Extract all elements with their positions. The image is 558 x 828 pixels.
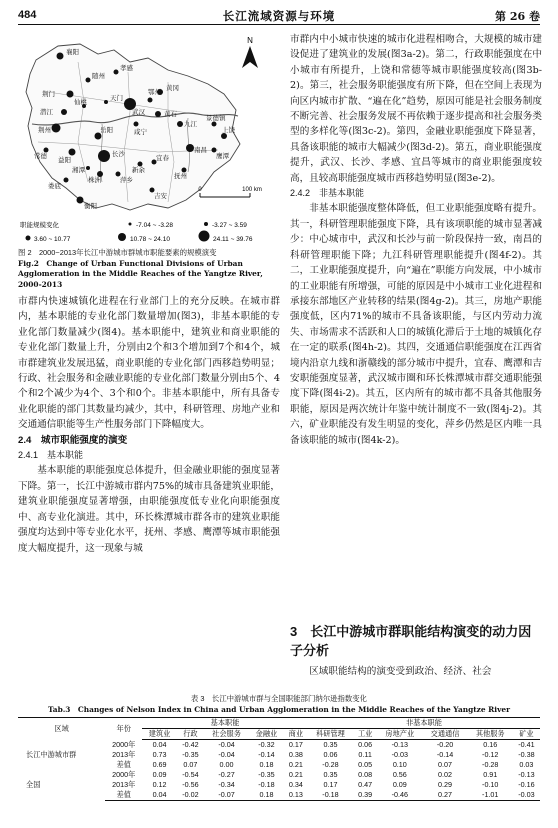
value-cell: 0.29	[438, 780, 453, 789]
svg-text:娄底: 娄底	[48, 183, 61, 190]
left-column	[18, 294, 280, 556]
journal-title: 长江流域资源与环境	[222, 9, 336, 23]
column-header: 金融业	[249, 729, 284, 740]
value-cell: 0.56	[392, 770, 407, 779]
value-cell: -0.04	[218, 740, 235, 750]
header-rule	[18, 24, 540, 25]
table-row	[18, 740, 540, 750]
value-cell: 0.07	[183, 760, 198, 769]
subsection-heading-2-4-2: 2.4.2 非基本职能	[290, 188, 365, 199]
value-cell: 0.03	[519, 760, 534, 769]
svg-text:衡阳: 衡阳	[84, 203, 97, 210]
map-figure	[18, 32, 278, 217]
value-cell: -0.46	[377, 790, 422, 801]
column-header: 行政	[177, 729, 204, 740]
value-cell: -0.42	[182, 740, 199, 750]
svg-text:宜春: 宜春	[156, 155, 169, 162]
scale-bar	[198, 187, 262, 197]
value-cell: -0.14	[258, 750, 275, 759]
subsection-heading-2-4-1: 2.4.1 基本职能	[18, 450, 84, 461]
svg-text:职能规模变化: 职能规模变化	[20, 222, 59, 229]
year-cell: 2000年	[112, 739, 136, 749]
value-cell: 0.35	[323, 740, 338, 750]
legend-dot-4	[118, 233, 126, 241]
value-cell: 0.35	[323, 770, 338, 779]
page-header	[18, 6, 540, 26]
svg-text:常德: 常德	[34, 153, 47, 160]
svg-text:随州: 随州	[92, 73, 105, 80]
svg-text:-7.04 ~ -3.28: -7.04 ~ -3.28	[136, 222, 174, 229]
right-column	[290, 32, 542, 448]
map-legend	[18, 218, 278, 244]
header-basic: 基本职能	[142, 718, 308, 729]
svg-text:黄石: 黄石	[164, 111, 177, 118]
section-heading-3: 3 长江中游城市群职能结构演变的动力因子分析	[290, 624, 532, 658]
svg-text:武汉: 武汉	[132, 109, 145, 116]
value-cell: 0.38	[288, 750, 303, 759]
value-cell: 0.17	[288, 740, 303, 750]
value-cell: 0.06	[323, 750, 338, 759]
svg-text:襄阳: 襄阳	[66, 49, 79, 56]
figure-caption-en: Fig.2 Change of Urban Functional Divisions of Urban Agglomeration in the Middle Reaches of the Yangtze River, 2000-2013	[18, 258, 263, 289]
value-cell: 0.21	[288, 770, 303, 779]
value-cell: -0.27	[218, 770, 235, 779]
left-paragraph-2: 基本职能的职能强度总体提升，但金融业职能的强度显著下降。第一，长江中游城市群内75%的城市具备建筑业职能，建筑业职能强度显著增强，由职能强度低专业化向职能强度中、高专业化演进。其中，环长株潭城市群各市的建筑业职能强度均达到中等专业化水平，抚州、孝感、鹰潭等城市职能强度大幅度提升，这一现象与城	[18, 465, 280, 554]
column-header: 科研管理	[308, 729, 353, 740]
value-cell: -0.20	[436, 740, 454, 750]
figure-caption	[18, 248, 280, 290]
svg-text:湘潭: 湘潭	[72, 167, 85, 174]
section-heading-2-4: 2.4 城市职能强度的演变	[18, 434, 128, 446]
column-header: 建筑业	[142, 729, 177, 740]
svg-text:-3.27 ~ 3.59: -3.27 ~ 3.59	[212, 222, 247, 229]
value-cell: -0.14	[436, 750, 454, 759]
column-header: 矿业	[513, 729, 540, 740]
value-cell: -0.04	[218, 750, 235, 759]
svg-text:24.11 ~ 39.76: 24.11 ~ 39.76	[213, 236, 253, 243]
value-cell: 0.21	[288, 760, 303, 769]
svg-text:南昌: 南昌	[194, 147, 207, 154]
value-cell: -0.02	[177, 790, 204, 801]
column-header: 商业	[284, 729, 308, 740]
svg-text:鹰潭: 鹰潭	[216, 153, 229, 160]
table-caption-cn: 表 3 长江中游城市群与全国职能部门纳尔逊指数变化	[190, 694, 368, 703]
value-cell: 0.17	[323, 780, 338, 789]
right-paragraph-1: 市群内中小城市快速的城市化进程相吻合，大规模的城市建设促进了建筑业的发展(图3a-2)。第二，行政职能强度在中小城市有所提升，上饶和常德等城市职能强度较高(图3b-2)。第三，社会服务职能强度有所下降，但在空间上表现为向区内城市扩散、“遍在化”趋势，原因可能是社会服务制度不断完善、社会服务发展不再依赖于逐步提高和社会服务类型的多样化等(图3c-2)。第四，金融业职能强度下降显著，具备该职能的城市大幅减少(图3d-2)。第五，商业职能强度提升，武汉、长沙、孝感、宜昌等城市的商业职能强度较高，且较高职能强度城市西移趋势明显(图3e-2)。	[290, 34, 542, 184]
value-cell: 0.91	[483, 770, 498, 779]
value-cell: 0.12	[152, 780, 167, 789]
legend-dot-5	[199, 231, 210, 242]
year-cell: 差值	[105, 790, 142, 801]
svg-text:0: 0	[198, 187, 202, 193]
value-cell: 0.10	[392, 760, 407, 769]
value-cell: 0.06	[358, 740, 373, 750]
column-header: 社会服务	[204, 729, 249, 740]
value-cell: -0.03	[391, 750, 408, 759]
value-cell: 0.27	[422, 790, 467, 801]
value-cell: 0.04	[152, 740, 167, 750]
legend-dot-1	[129, 223, 132, 226]
svg-text:黄冈: 黄冈	[166, 85, 179, 92]
svg-text:九江: 九江	[184, 121, 197, 128]
value-cell: -0.07	[204, 790, 249, 801]
value-cell: -0.34	[218, 780, 235, 789]
value-cell: -0.35	[182, 750, 199, 759]
header-nonbasic: 非基本职能	[308, 718, 540, 729]
svg-text:岳阳: 岳阳	[100, 127, 113, 134]
value-cell: 0.73	[152, 750, 167, 759]
svg-text:N: N	[247, 36, 253, 45]
value-cell: 0.47	[358, 780, 373, 789]
value-cell: 0.16	[483, 740, 498, 750]
page-number: 484	[18, 9, 37, 21]
svg-text:长沙: 长沙	[112, 151, 125, 158]
svg-text:100 km: 100 km	[242, 187, 262, 193]
value-cell: 0.69	[152, 760, 167, 769]
value-cell: -0.28	[322, 760, 339, 769]
column-header: 其他服务	[468, 729, 513, 740]
svg-text:鄂州: 鄂州	[148, 89, 161, 96]
map-svg	[18, 32, 278, 217]
year-cell: 2013年	[112, 749, 136, 759]
value-cell: -0.41	[518, 740, 535, 750]
value-cell: -0.10	[482, 780, 499, 789]
section-3-paragraph: 区域职能结构的演变受到政治、经济、社会	[309, 666, 492, 677]
svg-text:抚州: 抚州	[174, 173, 187, 180]
table-header-row-1	[18, 718, 540, 729]
value-cell: 0.00	[219, 760, 234, 769]
value-cell: 0.05	[358, 760, 373, 769]
left-paragraph-1: 市群内快速城镇化进程在行业部门上的充分反映。在城市群内，基本职能的专业化部门数量增加(图3)，非基本职能的专业化部门数量减少(图4)。基本职能中，建筑业和商业职能的专业化部门数量上升，分别由2个和3个增加到7个和4个，城市群建筑业发展迅猛，商业职能的专业化部门西移趋势明显；行政、社会服务和金融业职能的专业化部门数量分别由5个、4个和2个减少为4个、3个和0个。非基本职能中，所有具备专业化职能的部门其数量均减少，其中，科研管理、房地产业和交通通信职能等生产性服务部门下降幅度大。	[18, 296, 280, 431]
svg-text:萍乡: 萍乡	[120, 177, 133, 184]
value-cell: 0.09	[392, 780, 407, 789]
value-cell: -0.38	[518, 750, 535, 759]
column-header: 交通通信	[422, 729, 467, 740]
year-cell: 2000年	[112, 769, 136, 779]
value-cell: -0.35	[258, 770, 275, 779]
value-cell: -0.13	[518, 770, 535, 779]
svg-text:新余: 新余	[132, 167, 145, 174]
column-header: 房地产业	[377, 729, 422, 740]
legend-dot-3	[26, 236, 31, 241]
value-cell: -0.32	[258, 740, 275, 750]
right-paragraph-2: 非基本职能强度整体降低，但工业职能强度略有提升。其一，科研管理职能强度下降，具有该项职能的城市显著减少：中心城市中，武汉和长沙与前一阶段保持一致，南昌的科研管理职能下降；九江科研管理职能提升(图4f-2)。其二，工业职能强度提升，向“遍在”职能方向发展，中小城市的工业职能有所增强，可能的原因是中小城市工业化进程和承接东部地区产业转移的结果(图4g-2)。其三，房地产职能强度低，区内71%的城市不具备该职能，与区内劳动力流失、市场需求不活跃和人口的城镇化滞后于土地的城镇化存在一定的联系(图4h-2)。其四，交通通信职能强度在江西省境内沿京九线和浙赣线的部分城市中提升，宜春、鹰潭和吉安职能强度显著，武汉城市圈和环长株潭城市群交通职能强度下降(图4i-2)。其五，区内所有的城市都不具备其他服务职能，原因是两次统计年鉴中统计制度不一致(图4j-2)。其六，矿业职能没有发生明显的变化，萍乡仍然是区内唯一具备该职能的城市(图4k-2)。	[290, 203, 542, 446]
svg-text:景德镇: 景德镇	[206, 115, 226, 122]
value-cell: -0.13	[391, 740, 408, 750]
value-cell: 0.13	[284, 790, 308, 801]
table-body	[18, 740, 540, 801]
value-cell: -0.54	[182, 770, 199, 779]
value-cell: 0.09	[152, 770, 167, 779]
north-arrow-icon	[242, 36, 258, 68]
figure-caption-cn: 图 2 2000~2013年长江中游城市群城市职能要素的规模演变	[18, 248, 217, 257]
value-cell: -0.18	[258, 780, 275, 789]
legend-dot-2	[204, 222, 208, 226]
value-cell: -0.56	[182, 780, 199, 789]
year-cell: 2013年	[112, 779, 136, 789]
svg-text:株洲: 株洲	[88, 177, 101, 184]
value-cell: -0.28	[482, 760, 499, 769]
volume-label: 第 26 卷	[495, 10, 540, 23]
svg-text:吉安: 吉安	[154, 193, 167, 200]
value-cell: -0.03	[513, 790, 540, 801]
column-header: 工业	[353, 729, 377, 740]
svg-text:上饶: 上饶	[222, 127, 235, 134]
nelson-index-table	[18, 717, 540, 801]
header-region: 区域	[18, 718, 105, 740]
value-cell: 0.02	[438, 770, 453, 779]
value-cell: -0.16	[518, 780, 535, 789]
year-cell: 差值	[116, 759, 131, 769]
table-caption	[18, 694, 540, 715]
svg-text:孝感: 孝感	[120, 65, 133, 72]
value-cell: -0.12	[482, 750, 499, 759]
region-cell: 长江中游城市群	[26, 749, 77, 759]
value-cell: 0.08	[358, 770, 373, 779]
value-cell: 0.11	[358, 750, 372, 759]
svg-text:益阳: 益阳	[58, 157, 71, 164]
svg-text:仙桃: 仙桃	[74, 99, 87, 106]
header-year: 年份	[105, 718, 142, 740]
region-cell: 全国	[26, 779, 41, 789]
svg-text:潜江: 潜江	[40, 109, 53, 116]
svg-text:荆门: 荆门	[42, 91, 55, 98]
svg-text:荆州: 荆州	[38, 127, 51, 134]
svg-text:天门: 天门	[110, 95, 123, 102]
value-cell: -1.01	[468, 790, 513, 801]
table-caption-en: Tab.3 Changes of Nelson Index in China and Urban Agglomeration in the Middle Reaches of the Yangtze River	[47, 704, 510, 714]
value-cell: 0.07	[438, 760, 453, 769]
value-cell: 0.39	[353, 790, 377, 801]
value-cell: 0.34	[288, 780, 303, 789]
value-cell: 0.18	[259, 760, 274, 769]
svg-text:咸宁: 咸宁	[134, 129, 147, 136]
table-row	[18, 770, 540, 780]
svg-text:3.60 ~ 10.77: 3.60 ~ 10.77	[34, 236, 71, 243]
value-cell: -0.18	[308, 790, 353, 801]
value-cell: 0.18	[249, 790, 284, 801]
value-cell: 0.04	[142, 790, 177, 801]
svg-text:10.78 ~ 24.10: 10.78 ~ 24.10	[130, 236, 170, 243]
